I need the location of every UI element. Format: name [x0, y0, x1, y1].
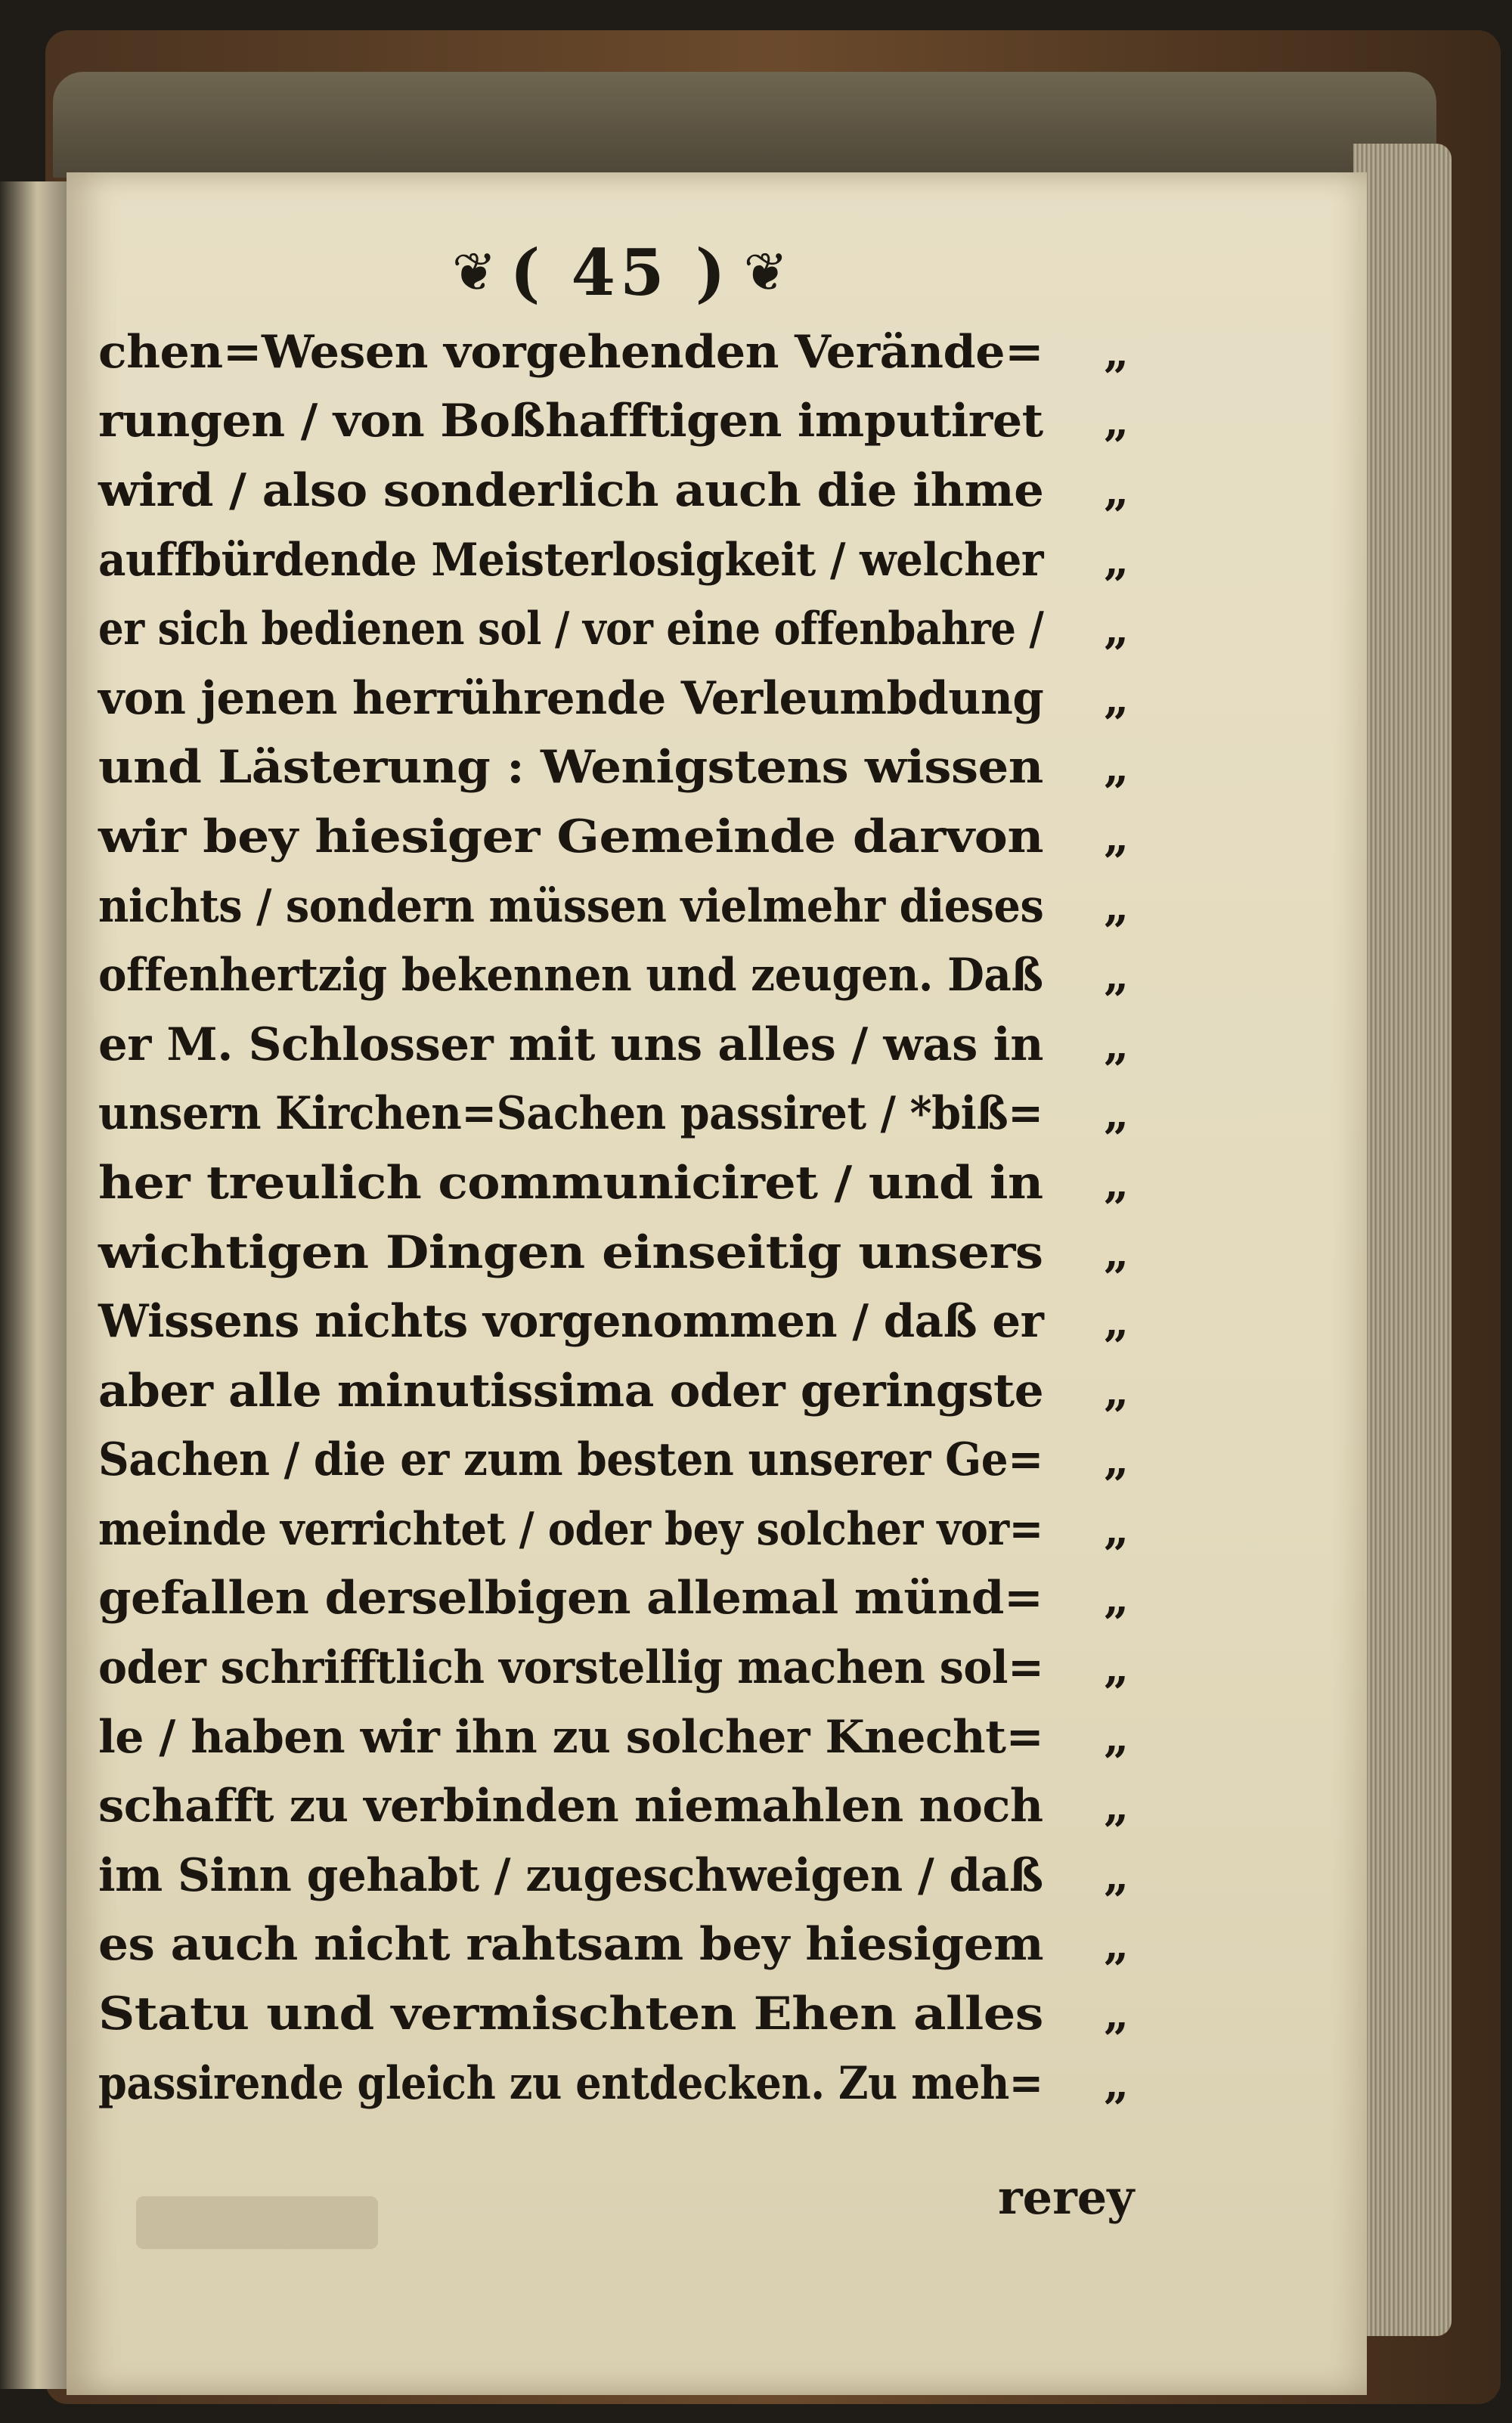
text-line: [98, 1287, 1149, 1356]
quotation-mark: „: [1104, 1157, 1129, 1209]
quotation-mark: „: [1104, 395, 1129, 448]
text-line: [98, 940, 1149, 1010]
fleuron-right-icon: ❦: [743, 241, 789, 303]
line-text: er sich bedienen sol / vor eine offenbahre /: [98, 603, 1044, 656]
line-text: Sachen / die er zum besten unserer Ge=: [98, 1433, 1043, 1487]
quotation-mark: „: [1104, 603, 1129, 655]
body-text: [98, 318, 1149, 2118]
text-line: [98, 1910, 1149, 1980]
line-text: offenhertzig bekennen und zeugen. Daß: [98, 949, 1043, 1002]
text-line: [98, 1564, 1149, 1634]
line-text: und Lästerung : Wenigstens wissen: [98, 741, 1043, 795]
line-text: chen=Wesen vorgehenden Verände=: [98, 325, 1044, 379]
text-line: [98, 594, 1149, 664]
quotation-mark: „: [1104, 1572, 1129, 1625]
line-text: es auch nicht rahtsam bey hiesigem: [98, 1918, 1044, 1972]
page-block-top-edge: [53, 72, 1436, 178]
text-line: [98, 1979, 1149, 2049]
quotation-mark: „: [1104, 1780, 1129, 1833]
quotation-mark: „: [1104, 2057, 1129, 2109]
quotation-mark: „: [1104, 1849, 1129, 1901]
quotation-mark: „: [1104, 1088, 1129, 1140]
line-text: aber alle minutissima oder geringste: [98, 1364, 1044, 1418]
quotation-mark: „: [1104, 326, 1129, 378]
line-text: oder schrifftlich vorstellig machen sol=: [98, 1641, 1044, 1695]
quotation-mark: „: [1104, 1018, 1129, 1071]
text-line: [98, 664, 1149, 733]
quotation-mark: „: [1104, 534, 1129, 586]
text-line: [98, 1633, 1149, 1703]
quotation-mark: „: [1104, 1365, 1129, 1417]
text-line: [98, 1495, 1149, 1564]
text-line: [98, 802, 1149, 872]
text-line: [98, 1841, 1149, 1910]
text-line: [98, 318, 1149, 387]
line-text: von jenen herrührende Verleumbdung: [98, 671, 1044, 725]
quotation-mark: „: [1104, 1226, 1129, 1278]
page-fore-edge: [1353, 144, 1452, 2336]
line-text: im Sinn gehabt / zugeschweigen / daß: [98, 1848, 1043, 1902]
quotation-mark: „: [1104, 1296, 1129, 1348]
quotation-mark: „: [1104, 1434, 1129, 1486]
facing-page-edge: [0, 181, 68, 2389]
line-text: unsern Kirchen=Sachen passiret / *biß=: [98, 1087, 1043, 1141]
quotation-mark: „: [1104, 1503, 1129, 1555]
line-text: auffbürdende Meisterlosigkeit / welcher: [98, 533, 1044, 587]
line-text: schafft zu verbinden niemahlen noch: [98, 1780, 1043, 1833]
text-line: [98, 456, 1149, 525]
line-text: er M. Schlosser mit uns alles / was in: [98, 1018, 1043, 1071]
quotation-mark: „: [1104, 742, 1129, 794]
line-text: le / haben wir ihn zu solcher Knecht=: [98, 1710, 1044, 1764]
text-line: [98, 733, 1149, 803]
ink-offset-stain: [136, 2196, 378, 2249]
text-line: [98, 387, 1149, 457]
line-text: gefallen derselbigen allemal münd=: [98, 1572, 1043, 1625]
text-line: [98, 1218, 1149, 1287]
quotation-mark: „: [1104, 672, 1129, 724]
quotation-mark: „: [1104, 880, 1129, 932]
line-text: nichts / sondern müssen vielmehr dieses: [98, 879, 1044, 933]
text-line: [98, 1080, 1149, 1149]
quotation-mark: „: [1104, 1988, 1129, 2040]
text-line: [98, 1703, 1149, 1772]
line-text: wichtigen Dingen einseitig unsers: [98, 1225, 1043, 1279]
page-number: ( 45 ): [510, 234, 730, 310]
quotation-mark: „: [1104, 1642, 1129, 1694]
line-text: wird / also sonderlich auch die ihme: [98, 463, 1044, 517]
text-line: [98, 1771, 1149, 1841]
line-text: Wissens nichts vorgenommen / daß er: [98, 1295, 1044, 1349]
text-line: [98, 1010, 1149, 1080]
text-line: [98, 2049, 1149, 2118]
page-header: [446, 227, 794, 318]
line-text: meinde verrichtet / oder bey solcher vor=: [98, 1502, 1043, 1556]
quotation-mark: „: [1104, 1711, 1129, 1763]
line-text: wir bey hiesiger Gemeinde darvon: [98, 810, 1044, 863]
quotation-mark: „: [1104, 950, 1129, 1002]
quotation-mark: „: [1104, 464, 1129, 516]
fleuron-left-icon: ❦: [451, 241, 497, 303]
line-text: Statu und vermischten Ehen alles: [98, 1988, 1043, 2041]
line-text: rungen / von Boßhafftigen imputiret: [98, 395, 1043, 448]
line-text: her treulich communiciret / und in: [98, 1156, 1043, 1210]
quotation-mark: „: [1104, 1919, 1129, 1971]
line-text: passirende gleich zu entdecken. Zu meh=: [98, 2056, 1043, 2110]
text-line: [98, 1426, 1149, 1495]
text-line: [98, 1356, 1149, 1426]
quotation-mark: „: [1104, 810, 1129, 863]
text-line: [98, 525, 1149, 595]
text-line: [98, 1148, 1149, 1218]
catchword: rerey: [998, 2170, 1135, 2225]
text-line: [98, 872, 1149, 941]
